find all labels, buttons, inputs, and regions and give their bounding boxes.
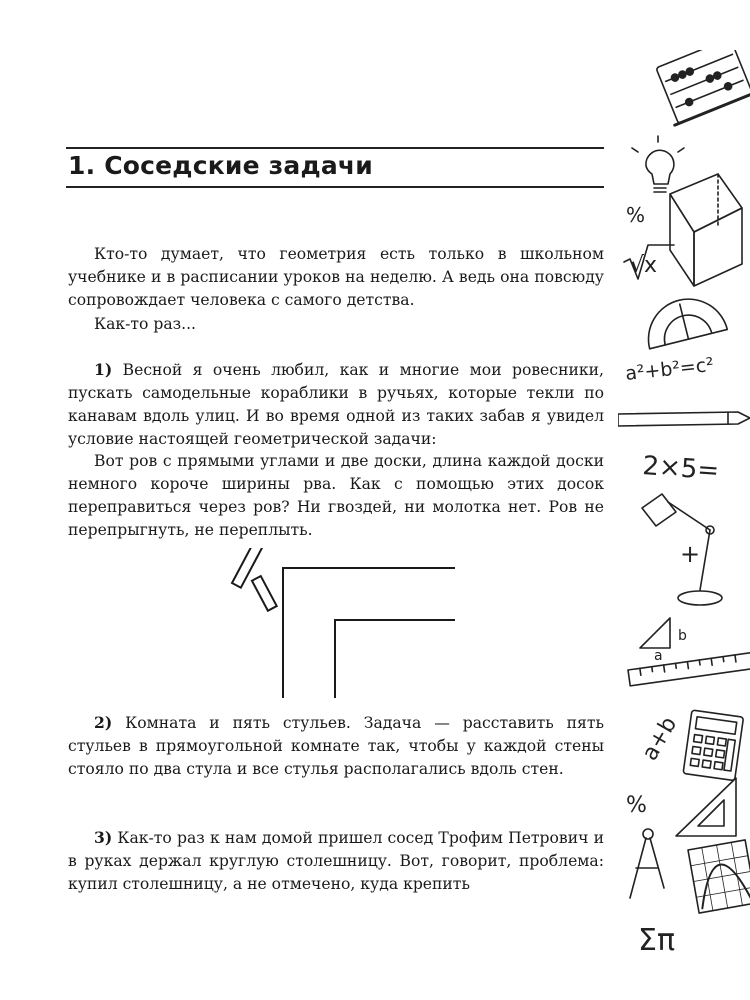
pythagoras-formula: a²+b²=c² xyxy=(624,353,715,385)
chapter-rule-bottom xyxy=(66,186,604,188)
pencil-icon xyxy=(618,412,750,426)
intro-transition: Как-то раз... xyxy=(94,315,197,333)
chapter-title: 1. Соседские задачи xyxy=(68,151,373,180)
moat-inner-edge xyxy=(335,620,455,698)
plank-2 xyxy=(252,576,277,611)
problem-3-text: 3) Как-то раз к нам домой пришел сосед Трофим Петрович и в руках держал круглую столешницу. Вот, говорит, проблема: купил столешницу, а не отмечено, куда крепить xyxy=(68,828,604,893)
triangle-side-b: b xyxy=(678,628,687,644)
percent-label-2: % xyxy=(626,793,647,818)
problem-1-conditions: Вот ров с прямыми углами и две доски, длина каждой доски немного короче ширины рва. Как с помощью этих досок переправиться через ров? Ни гвоздей, ни молотка нет. Ров не перепрыгнуть, не переплыть. xyxy=(68,452,604,539)
problem-2-text: 2) Комната и пять стульев. Задача — расставить пять стульев в прямоугольной комнате так, чтобы у каждой стены стояло по два стула и все стулья располагались вдоль стен. xyxy=(68,713,604,778)
abacus-icon xyxy=(652,50,750,125)
percent-label-1: % xyxy=(626,203,646,227)
graph-card-icon xyxy=(688,840,750,913)
right-triangle-icon xyxy=(640,618,670,648)
problem-1-text: 1) Весной я очень любил, как и многие мои ровесники, пускать самодельные кораблики в ручьях, которые текли по канавам вдоль улиц. И во время одной из таких забав я увидел условие настоящей геометрической задачи: xyxy=(68,360,604,448)
ruler-icon xyxy=(628,653,750,686)
lightbulb-icon xyxy=(632,136,684,192)
plus-sign: + xyxy=(680,540,701,568)
multiply-label: 2×5= xyxy=(641,451,721,487)
moat-figure xyxy=(215,548,465,698)
compass-icon xyxy=(630,829,664,898)
intro-paragraph: Кто-то думает, что геометрия есть только в школьном учебнике и в расписании уроков на неделю. А ведь она повсюду сопровождает человека с самого детства. xyxy=(68,245,604,309)
math-doodle-sidebar xyxy=(618,50,750,970)
a-plus-b-label: a+b xyxy=(637,712,683,765)
triangle-side-a: a xyxy=(654,648,663,664)
sqrt-label: √x xyxy=(630,253,658,278)
plank-1 xyxy=(232,548,266,588)
moat-outer-edge xyxy=(283,568,455,698)
protractor-icon xyxy=(640,291,727,349)
sigma-pi-label: Σπ xyxy=(638,923,676,958)
set-square-icon xyxy=(676,778,736,836)
chapter-rule-top xyxy=(66,147,604,149)
calculator-icon xyxy=(683,710,743,781)
cube-icon xyxy=(670,174,742,286)
